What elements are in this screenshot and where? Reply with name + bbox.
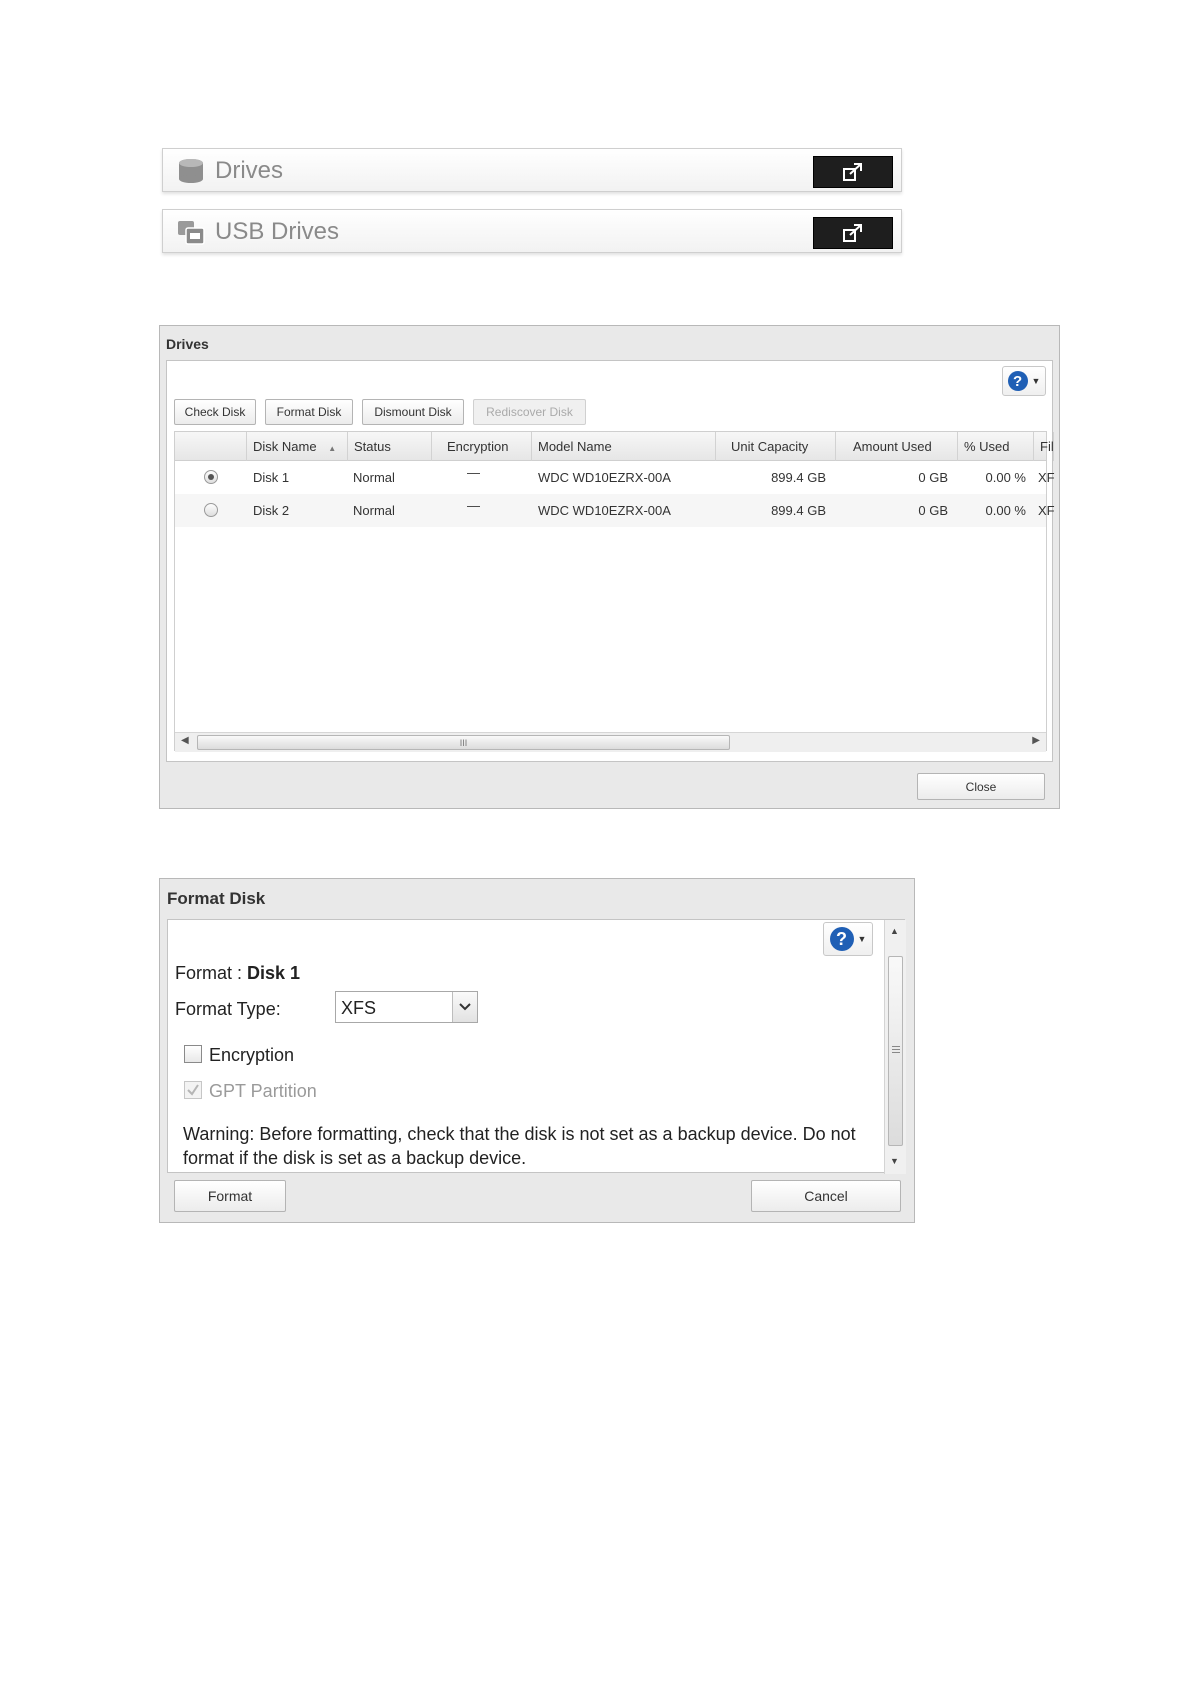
format-target-disk: Disk 1 — [247, 963, 301, 983]
drives-bar — [162, 148, 902, 192]
drives-open-button[interactable] — [813, 156, 893, 188]
column-disk-name[interactable]: Disk Name ▲ — [247, 432, 348, 461]
format-label: Format : — [175, 963, 248, 983]
format-dialog-title: Format Disk — [167, 889, 266, 908]
table-row[interactable] — [175, 461, 1055, 494]
help-button[interactable] — [823, 922, 873, 956]
column-select — [175, 432, 247, 461]
percent-used-cell: 0.00 % — [985, 503, 1026, 518]
dismount-disk-button[interactable]: Dismount Disk — [362, 399, 464, 425]
help-button[interactable] — [1002, 366, 1046, 396]
format-type-label: Format Type: — [175, 999, 281, 1019]
disk-name-cell: Disk 1 — [253, 470, 290, 485]
dropdown-caret-icon: ▼ — [857, 934, 867, 944]
warning-text: Warning: Before formatting, check that the disk is not set as a backup device. Do not format if the disk is set as a backup device. — [183, 1124, 856, 1168]
vertical-scrollbar[interactable] — [884, 920, 906, 1174]
model-name-cell: WDC WD10EZRX-00A — [538, 503, 671, 518]
format-type-select[interactable] — [335, 991, 478, 1023]
drive-icon — [177, 158, 205, 184]
model-name-cell: WDC WD10EZRX-00A — [538, 470, 671, 485]
file-system-cell: XF — [1038, 503, 1055, 518]
percent-used-cell: 0.00 % — [985, 470, 1026, 485]
amount-used-cell: 0 GB — [918, 470, 948, 485]
scroll-right-arrow-icon[interactable]: ▶ — [1032, 735, 1040, 746]
open-external-icon — [842, 223, 864, 243]
status-cell: Normal — [353, 503, 395, 518]
horizontal-scrollbar[interactable] — [175, 732, 1046, 752]
help-icon: ? — [1008, 371, 1028, 391]
disk-table — [174, 431, 1055, 751]
format-dialog-content — [167, 919, 905, 1173]
table-row[interactable] — [175, 494, 1055, 527]
encryption-cell: — — [467, 498, 480, 513]
table-header — [175, 432, 1054, 461]
gpt-partition-label: GPT Partition — [209, 1081, 317, 1101]
usb-drives-bar — [162, 209, 902, 253]
checkmark-icon — [185, 1082, 201, 1098]
cancel-button[interactable]: Cancel — [751, 1180, 901, 1212]
file-system-cell: XF — [1038, 470, 1055, 485]
chevron-down-icon[interactable] — [452, 992, 477, 1022]
row-radio-selected[interactable] — [204, 470, 218, 484]
row-radio[interactable] — [204, 503, 218, 517]
rediscover-disk-button[interactable]: Rediscover Disk — [473, 399, 586, 425]
scrollbar-thumb[interactable] — [888, 956, 903, 1146]
drives-dialog-content — [166, 360, 1053, 762]
sort-ascending-icon: ▲ — [328, 444, 337, 453]
format-target-line — [175, 963, 300, 984]
scroll-left-arrow-icon[interactable]: ◀ — [181, 735, 189, 746]
column-model-name[interactable]: Model Name — [532, 432, 716, 461]
close-button[interactable]: Close — [917, 773, 1045, 800]
drives-bar-label: Drives — [215, 157, 284, 184]
format-disk-dialog — [159, 878, 915, 1223]
usb-drive-icon — [177, 219, 205, 245]
column-unit-capacity[interactable]: Unit Capacity — [716, 432, 836, 461]
capacity-cell: 899.4 GB — [771, 503, 826, 518]
drives-dialog-title: Drives — [166, 336, 209, 352]
check-disk-button[interactable]: Check Disk — [174, 399, 256, 425]
usb-drives-bar-label: USB Drives — [215, 218, 340, 245]
usb-drives-open-button[interactable] — [813, 217, 893, 249]
gpt-partition-checkbox[interactable] — [184, 1081, 202, 1099]
format-button[interactable]: Format — [174, 1180, 286, 1212]
help-icon: ? — [830, 927, 854, 951]
format-type-value: XFS — [341, 998, 377, 1018]
column-encryption[interactable]: Encryption — [432, 432, 532, 461]
encryption-label: Encryption — [209, 1045, 295, 1065]
scroll-up-arrow-icon[interactable]: ▲ — [890, 926, 899, 936]
capacity-cell: 899.4 GB — [771, 470, 826, 485]
amount-used-cell: 0 GB — [918, 503, 948, 518]
disk-name-cell: Disk 2 — [253, 503, 290, 518]
drives-dialog — [159, 325, 1060, 809]
scrollbar-thumb[interactable]: III — [197, 735, 730, 750]
format-disk-button[interactable]: Format Disk — [265, 399, 353, 425]
open-external-icon — [842, 162, 864, 182]
encryption-checkbox[interactable] — [184, 1045, 202, 1063]
column-status[interactable]: Status — [348, 432, 432, 461]
status-cell: Normal — [353, 470, 395, 485]
scroll-down-arrow-icon[interactable]: ▼ — [890, 1156, 899, 1166]
encryption-cell: — — [467, 465, 480, 480]
column-percent-used[interactable]: % Used — [958, 432, 1034, 461]
column-file-system[interactable]: Fil — [1034, 432, 1054, 461]
column-amount-used[interactable]: Amount Used — [836, 432, 958, 461]
dropdown-caret-icon: ▼ — [1031, 376, 1041, 386]
